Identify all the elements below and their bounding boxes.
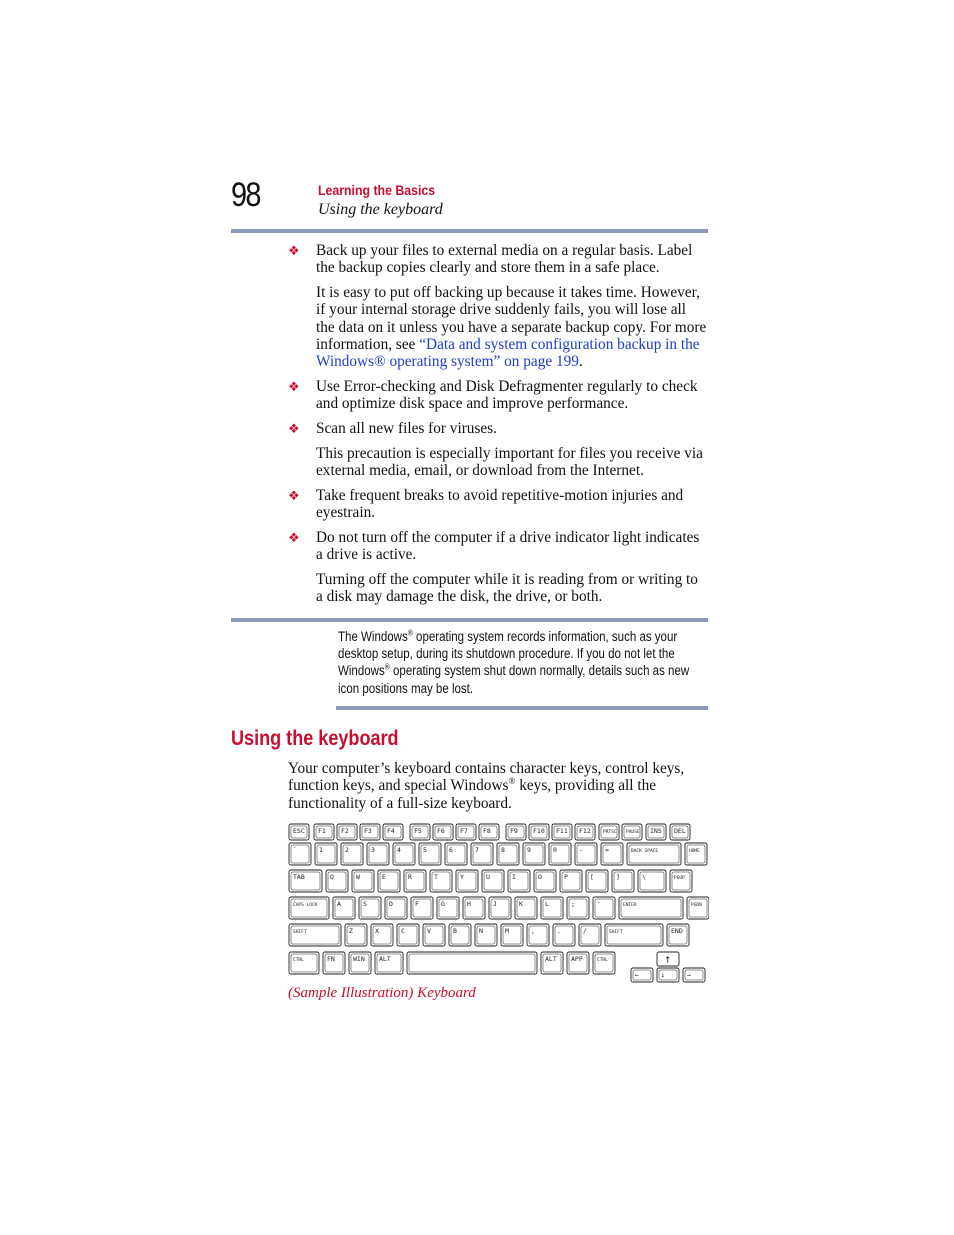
keyboard-key-label: 3 bbox=[371, 846, 375, 854]
keyboard-key-label: ENTER bbox=[623, 903, 637, 908]
keyboard-key-label: H bbox=[467, 900, 471, 908]
keyboard-key-label: F6 bbox=[437, 827, 445, 835]
keyboard-key-label: [ bbox=[590, 873, 594, 881]
keyboard-key-label: J bbox=[493, 900, 497, 908]
keyboard-key-label: U bbox=[486, 873, 490, 881]
keyboard-key-label: 6 bbox=[449, 846, 453, 854]
list-item-text: Take frequent breaks to avoid repetitive-motion injuries and eyestrain. bbox=[316, 487, 684, 522]
keyboard-key-label: 7 bbox=[475, 846, 479, 854]
keyboard-key-label: F bbox=[415, 900, 419, 908]
keyboard-key-label: C bbox=[401, 927, 405, 935]
keyboard-key-label: 9 bbox=[527, 846, 531, 854]
keyboard-key-label: F4 bbox=[387, 827, 395, 835]
keyboard-key-label: / bbox=[583, 927, 587, 935]
keyboard-key-label: P bbox=[564, 873, 568, 881]
keyboard-key-label: 8 bbox=[501, 846, 505, 854]
keyboard-key-label: Q bbox=[330, 873, 334, 881]
keyboard-key-label: PGDN bbox=[691, 903, 702, 908]
list-item-text: Back up your files to external media on a regular basis. Label the backup copies clearly and store them in a safe place. bbox=[316, 242, 693, 277]
intro-paragraph: Your computer’s keyboard contains character keys, control keys, function keys, and special Windows® keys, providing all the functionality of a full-size keyboard. bbox=[288, 760, 685, 812]
keyboard-key-label: W bbox=[356, 873, 360, 881]
keyboard-key bbox=[289, 897, 329, 919]
bullet-icon: ❖ bbox=[288, 379, 300, 394]
keyboard-key-label: 5 bbox=[423, 846, 427, 854]
keyboard-key-label: 0 bbox=[553, 846, 557, 854]
keyboard-key-label: T bbox=[434, 873, 438, 881]
keyboard-key-label: . bbox=[557, 927, 561, 935]
keyboard-key-label: ALT bbox=[545, 955, 557, 963]
keyboard-key-label: F7 bbox=[460, 827, 468, 835]
keyboard-key-label: V bbox=[427, 927, 431, 935]
paragraph: This precaution is especially important for files you receive via external media, email, or download from the Internet. bbox=[316, 445, 703, 480]
keyboard-key-label: 2 bbox=[345, 846, 349, 854]
keyboard-key-label: CTRL bbox=[597, 958, 608, 963]
keyboard-key-label: O bbox=[538, 873, 542, 881]
keyboard-key-label: = bbox=[605, 846, 609, 854]
keyboard-key-label: X bbox=[375, 927, 379, 935]
list-item bbox=[288, 487, 708, 522]
paragraph: Turning off the computer while it is reading from or writing to a disk may damage the disk, the drive, or both. bbox=[316, 571, 698, 606]
keyboard-key-label: SHIFT bbox=[609, 930, 623, 935]
keyboard-key-label: SHIFT bbox=[293, 930, 307, 935]
keyboard-key-label: PRTSC bbox=[603, 830, 617, 835]
section-subtitle: Using the keyboard bbox=[318, 201, 443, 218]
keyboard-key-label: M bbox=[505, 927, 509, 935]
keyboard-key bbox=[670, 870, 692, 892]
keyboard-key-label: ↓ bbox=[661, 971, 665, 979]
keyboard-key-label: PGUP bbox=[674, 876, 685, 881]
keyboard-key-label: APP bbox=[571, 955, 583, 963]
keyboard-key-label: ] bbox=[616, 873, 620, 881]
paragraph-text-end: . bbox=[578, 353, 583, 371]
keyboard-key-label: 4 bbox=[397, 846, 401, 854]
keyboard-key-label: F12 bbox=[579, 827, 591, 835]
keyboard-key-label: F8 bbox=[483, 827, 491, 835]
keyboard-key bbox=[687, 897, 709, 919]
figure-caption: (Sample Illustration) Keyboard bbox=[288, 985, 476, 1001]
keyboard-svg bbox=[287, 822, 709, 986]
list-item bbox=[288, 242, 708, 277]
keyboard-key-label: Y bbox=[460, 873, 464, 881]
keyboard-key-label: ALT bbox=[379, 955, 391, 963]
keyboard-key-label: ESC bbox=[293, 827, 305, 835]
keyboard-key-label: F10 bbox=[533, 827, 545, 835]
keyboard-key-label: END bbox=[671, 927, 683, 935]
list-item-text: Use Error-checking and Disk Defragmenter regularly to check and optimize disk space and improve performance. bbox=[316, 378, 698, 413]
keyboard-key-label: PAUSE bbox=[626, 830, 640, 835]
keyboard-key-label: ' bbox=[597, 900, 601, 908]
keyboard-key-label: \ bbox=[642, 873, 646, 881]
bullet-icon: ❖ bbox=[288, 488, 300, 503]
keyboard-key-label: DEL bbox=[674, 827, 686, 835]
keyboard-key-label: , bbox=[531, 927, 535, 935]
note-text: The Windows® operating system records information, such as your desktop setup, during its shutdown procedure. If you do not let the Windows® operating system shut down normally, details such as new icon positions may be lost. bbox=[338, 628, 690, 696]
keyboard-key-label: CTRL bbox=[293, 958, 304, 963]
keyboard-key-label: ; bbox=[571, 900, 575, 908]
keyboard-key-label: INS bbox=[650, 827, 662, 835]
bullet-icon: ❖ bbox=[288, 421, 300, 436]
keyboard-key-label: TAB bbox=[293, 873, 305, 881]
keyboard-key bbox=[605, 924, 663, 946]
keyboard-key-label: CAPS LOCK bbox=[293, 903, 318, 908]
keyboard-key-label: L bbox=[545, 900, 549, 908]
keyboard-key-label: E bbox=[382, 873, 386, 881]
cross-reference-link[interactable]: “Data and system configuration backup in the Windows® operating system” on page 199 bbox=[316, 335, 700, 371]
keyboard-key bbox=[289, 924, 341, 946]
paragraph bbox=[316, 284, 708, 370]
keyboard-key-label: B bbox=[453, 927, 457, 935]
keyboard-key-label: N bbox=[479, 927, 483, 935]
header-rule bbox=[231, 229, 708, 233]
note-bottom-rule bbox=[336, 706, 708, 710]
keyboard-key-label: FN bbox=[327, 955, 335, 963]
keyboard-key-label: F2 bbox=[341, 827, 349, 835]
list-item bbox=[288, 529, 708, 564]
keyboard-key-label: G bbox=[441, 900, 445, 908]
paragraph-text: It is easy to put off backing up because it takes time. However, if your internal storage drive suddenly fails, you will lose all the data on it unless you have a separate backup copy. For more information, see bbox=[316, 284, 707, 353]
keyboard-key-label: F1 bbox=[318, 827, 326, 835]
keyboard-key bbox=[619, 897, 683, 919]
list-item bbox=[288, 420, 708, 437]
bullet-icon: ❖ bbox=[288, 243, 300, 258]
keyboard-key-label: F3 bbox=[364, 827, 372, 835]
keyboard-key bbox=[685, 843, 707, 865]
keyboard-key-label: - bbox=[579, 846, 583, 854]
list-item bbox=[288, 378, 708, 413]
keyboard-key bbox=[627, 843, 681, 865]
keyboard-key bbox=[593, 952, 615, 974]
keyboard-key-label: I bbox=[512, 873, 516, 881]
list-item-text: Do not turn off the computer if a drive indicator light indicates a drive is active. bbox=[316, 529, 700, 564]
keyboard-key-label: 1 bbox=[319, 846, 323, 854]
note-top-rule bbox=[231, 618, 708, 622]
keyboard-key-label: D bbox=[389, 900, 393, 908]
section-heading: Using the keyboard bbox=[231, 727, 399, 750]
keyboard-key-label: → bbox=[687, 971, 691, 979]
keyboard-key-label: F9 bbox=[510, 827, 518, 835]
keyboard-key-label: S bbox=[363, 900, 367, 908]
keyboard-key-label: K bbox=[519, 900, 523, 908]
keyboard-illustration bbox=[287, 822, 709, 986]
keyboard-key-label: R bbox=[408, 873, 412, 881]
keyboard-key-label: ↑ bbox=[664, 956, 672, 966]
keyboard-key-label: F11 bbox=[556, 827, 568, 835]
keyboard-key-label: Z bbox=[349, 927, 353, 935]
bullet-icon: ❖ bbox=[288, 530, 300, 545]
keyboard-key-label: ` bbox=[293, 846, 297, 854]
keyboard-key-label: F5 bbox=[414, 827, 422, 835]
list-item-text: Scan all new files for viruses. bbox=[316, 420, 497, 437]
keyboard-key-label: HOME bbox=[689, 849, 700, 854]
page-number: 98 bbox=[231, 176, 260, 214]
keyboard-key bbox=[289, 952, 319, 974]
keyboard-key-label: BACK SPACE bbox=[631, 849, 659, 854]
keyboard-key-label: WIN bbox=[353, 955, 365, 963]
chapter-title: Learning the Basics bbox=[318, 182, 436, 198]
keyboard-key-label: A bbox=[337, 900, 341, 908]
keyboard-key bbox=[407, 952, 537, 974]
keyboard-key-label: ← bbox=[635, 971, 639, 979]
